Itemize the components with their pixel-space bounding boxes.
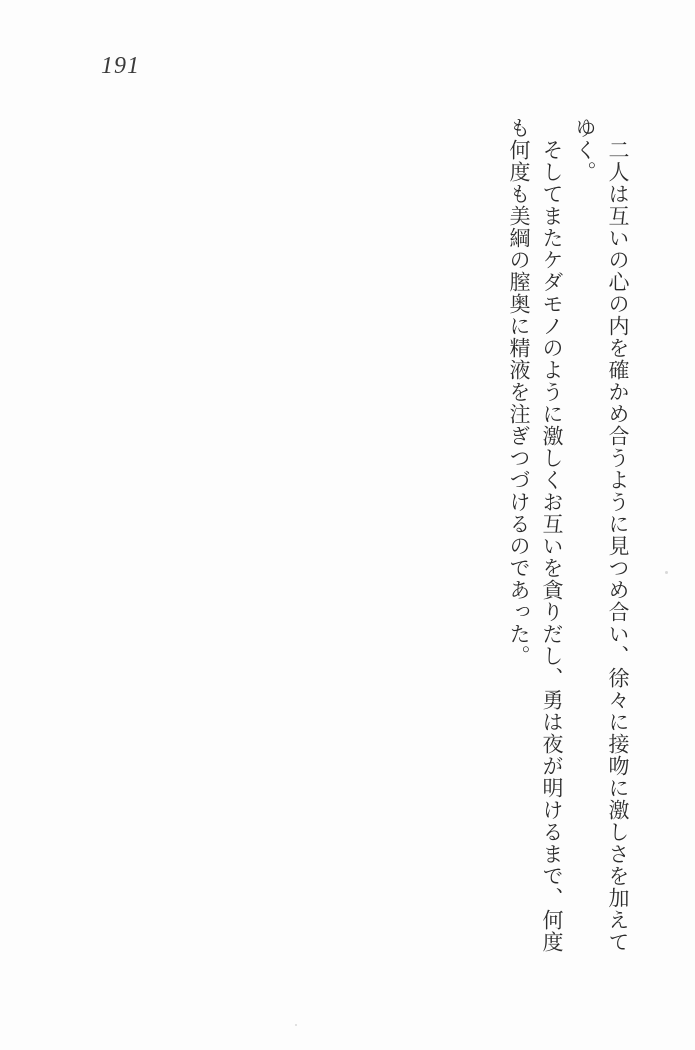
page-number: 191 bbox=[101, 53, 140, 79]
body-paragraph: そしてまたケダモノのように激しくお互いを貪りだし、勇は夜が明けるまで、何度も何度も美綱の膣奥に精液を注ぎつづけるのであった。 bbox=[507, 117, 564, 953]
scan-speck bbox=[295, 1024, 297, 1026]
scan-speck bbox=[665, 571, 668, 574]
body-paragraph: 二人は互いの心の内を確かめ合うように見つめ合い、徐々に接吻に激しさを加えてゆく。 bbox=[573, 117, 630, 953]
body-text-block bbox=[502, 117, 634, 955]
